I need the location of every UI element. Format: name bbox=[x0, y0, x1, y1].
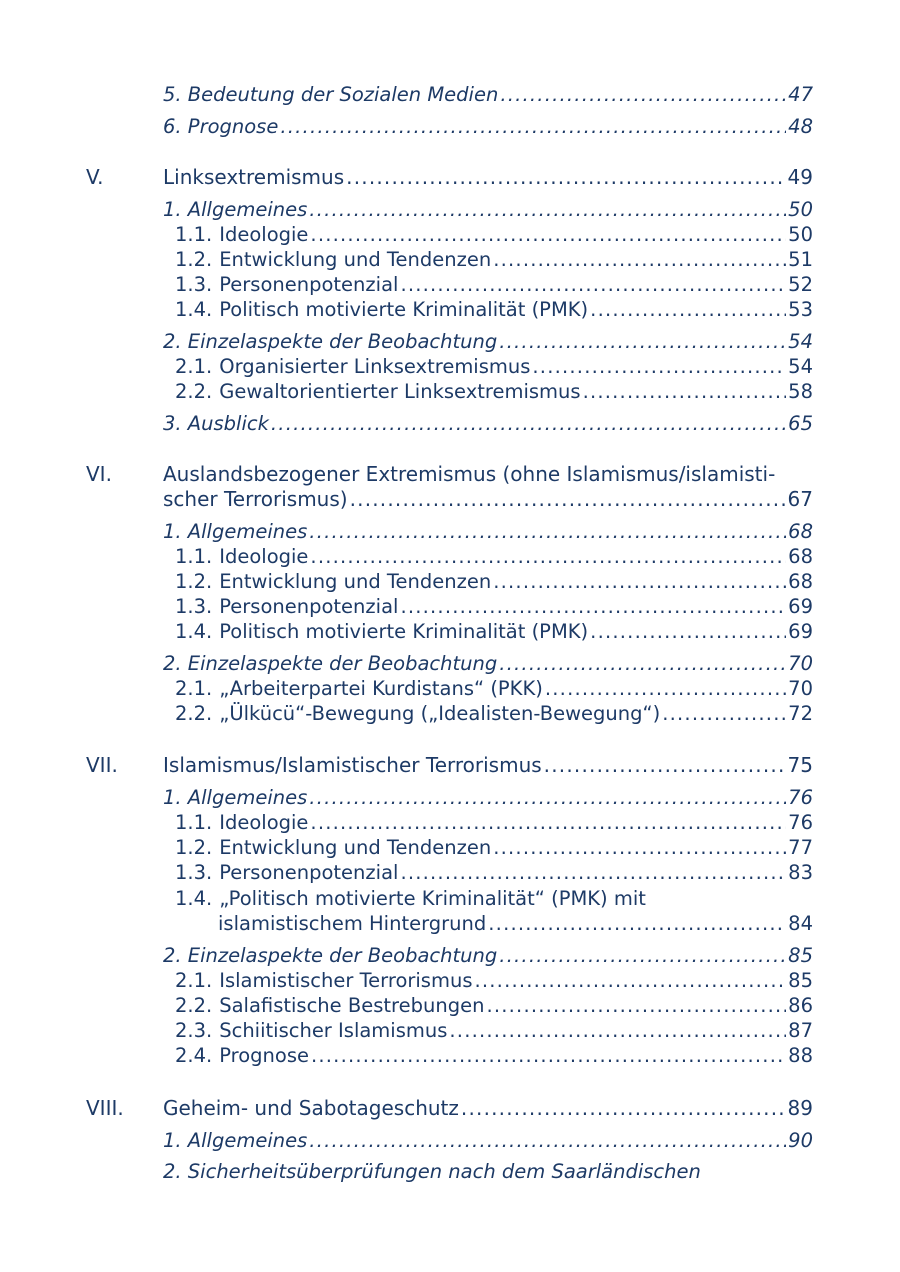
dot-leader bbox=[493, 835, 786, 860]
dot-leader bbox=[309, 785, 786, 810]
entry-page: 48 bbox=[788, 115, 813, 138]
entry-label: Politisch motivierte Kriminalität (PMK) bbox=[219, 620, 589, 643]
entry-label: 5. Bedeutung der Sozialen Medien bbox=[163, 83, 499, 106]
entry-label: Ideologie bbox=[219, 545, 309, 568]
dot-leader bbox=[486, 993, 786, 1018]
entry-label: 6. Prognose bbox=[163, 115, 279, 138]
entry-number: 1.1. bbox=[175, 223, 213, 246]
dot-leader bbox=[310, 810, 786, 835]
toc-entry[interactable] bbox=[163, 411, 813, 436]
toc-entry[interactable] bbox=[218, 911, 813, 936]
entry-page: 54 bbox=[788, 330, 813, 353]
entry-number: 1.3. bbox=[175, 861, 213, 884]
entry-page: 85 bbox=[788, 944, 813, 967]
dot-leader bbox=[309, 519, 786, 544]
entry-label: 1. Allgemeines bbox=[163, 1129, 308, 1152]
entry-label: 2. Einzelaspekte der Beobachtung bbox=[163, 944, 498, 967]
toc-entry[interactable] bbox=[163, 651, 813, 676]
toc-entry-first-line[interactable]: 2. Sicherheitsüberprüfungen nach dem Saarländischen bbox=[163, 1160, 701, 1183]
entry-label: „Arbeiterpartei Kurdistans“ (PKK) bbox=[219, 677, 543, 700]
entry-page: 50 bbox=[788, 223, 813, 246]
entry-label: 2. Einzelaspekte der Beobachtung bbox=[163, 330, 498, 353]
dot-leader bbox=[280, 114, 786, 139]
toc-entry[interactable] bbox=[163, 519, 813, 544]
entry-label: Organisierter Linksextremismus bbox=[219, 355, 531, 378]
entry-label: 2. Einzelaspekte der Beobachtung bbox=[163, 652, 498, 675]
chapter-title: Geheim- und Sabotageschutz bbox=[163, 1096, 459, 1120]
entry-label: islamistischem Hintergrund bbox=[218, 912, 487, 935]
toc-entry[interactable] bbox=[175, 968, 813, 993]
chapter-page: 89 bbox=[787, 1096, 813, 1120]
entry-label: Prognose bbox=[219, 1044, 309, 1067]
entry-number: 1.1. bbox=[175, 545, 213, 568]
toc-entry[interactable] bbox=[175, 835, 813, 860]
toc-entry[interactable] bbox=[175, 222, 813, 247]
entry-label: Gewaltorientierter Linksextremismus bbox=[219, 380, 581, 403]
toc-entry[interactable] bbox=[163, 943, 813, 968]
entry-page: 68 bbox=[788, 570, 813, 593]
chapter-numeral: VII. bbox=[86, 753, 118, 777]
entry-page: 83 bbox=[788, 861, 813, 884]
chapter-numeral: V. bbox=[86, 165, 104, 189]
entry-number: 2.3. bbox=[175, 1019, 213, 1042]
dot-leader bbox=[493, 569, 786, 594]
dot-leader bbox=[590, 297, 786, 322]
entry-page: 85 bbox=[788, 969, 813, 992]
entry-page: 47 bbox=[788, 83, 813, 106]
entry-label: Entwicklung und Tendenzen bbox=[219, 836, 492, 859]
dot-leader bbox=[309, 1128, 786, 1153]
dot-leader bbox=[583, 379, 787, 404]
dot-leader bbox=[499, 329, 786, 354]
chapter-heading[interactable] bbox=[163, 753, 813, 778]
dot-leader bbox=[544, 753, 786, 778]
toc-entry[interactable] bbox=[175, 1043, 813, 1068]
entry-number: 1.4. bbox=[175, 887, 213, 910]
chapter-title: scher Terrorismus) bbox=[163, 487, 348, 511]
dot-leader bbox=[474, 968, 786, 993]
entry-page: 68 bbox=[788, 545, 813, 568]
entry-page: 51 bbox=[788, 248, 813, 271]
dot-leader bbox=[400, 860, 786, 885]
entry-label: Entwicklung und Tendenzen bbox=[219, 248, 492, 271]
entry-number: 1.3. bbox=[175, 273, 213, 296]
toc-entry[interactable] bbox=[175, 544, 813, 569]
entry-label: 3. Ausblick bbox=[163, 412, 269, 435]
entry-page: 65 bbox=[788, 412, 813, 435]
dot-leader bbox=[461, 1096, 786, 1121]
entry-number: 1.2. bbox=[175, 248, 213, 271]
dot-leader bbox=[545, 676, 786, 701]
dot-leader bbox=[350, 487, 786, 512]
entry-label: Ideologie bbox=[219, 811, 309, 834]
chapter-numeral: VI. bbox=[86, 462, 112, 486]
toc-entry[interactable] bbox=[175, 1018, 813, 1043]
dot-leader bbox=[532, 354, 786, 379]
entry-label: 1. Allgemeines bbox=[163, 520, 308, 543]
entry-number: 1.3. bbox=[175, 595, 213, 618]
dot-leader bbox=[400, 272, 786, 297]
entry-page: 72 bbox=[788, 702, 813, 725]
chapter-title: Islamismus/Islamistischer Terrorismus bbox=[163, 753, 542, 777]
entry-number: 1.2. bbox=[175, 836, 213, 859]
entry-number: 2.2. bbox=[175, 380, 213, 403]
toc-entry[interactable] bbox=[163, 329, 813, 354]
entry-label: Politisch motivierte Kriminalität (PMK) bbox=[219, 298, 589, 321]
entry-page: 88 bbox=[788, 1044, 813, 1067]
entry-page: 70 bbox=[788, 652, 813, 675]
entry-label: „Ülkücü“-Bewegung („Idealisten-Bewegung“) bbox=[219, 702, 661, 725]
entry-page: 76 bbox=[788, 786, 813, 809]
dot-leader bbox=[449, 1018, 786, 1043]
entry-page: 84 bbox=[788, 912, 813, 935]
entry-page: 87 bbox=[788, 1019, 813, 1042]
chapter-heading[interactable] bbox=[163, 1096, 813, 1121]
toc-entry[interactable] bbox=[163, 197, 813, 222]
toc-entry[interactable] bbox=[163, 1128, 813, 1153]
entry-number: 2.4. bbox=[175, 1044, 213, 1067]
toc-entry[interactable] bbox=[175, 247, 813, 272]
toc-entry[interactable] bbox=[175, 676, 813, 701]
toc-entry[interactable] bbox=[163, 785, 813, 810]
entry-page: 53 bbox=[788, 298, 813, 321]
entry-label: Salafistische Bestrebungen bbox=[219, 994, 485, 1017]
entry-label: 1. Allgemeines bbox=[163, 786, 308, 809]
dot-leader bbox=[310, 222, 786, 247]
entry-page: 76 bbox=[788, 811, 813, 834]
entry-label: 1. Allgemeines bbox=[163, 198, 308, 221]
dot-leader bbox=[310, 544, 786, 569]
entry-page: 58 bbox=[788, 380, 813, 403]
chapter-title-line[interactable]: Auslandsbezogener Extremismus (ohne Islamismus/islamisti- bbox=[163, 462, 776, 486]
dot-leader bbox=[309, 197, 786, 222]
entry-number: 1.1. bbox=[175, 811, 213, 834]
entry-number: 2.1. bbox=[175, 969, 213, 992]
entry-page: 86 bbox=[788, 994, 813, 1017]
dot-leader bbox=[271, 411, 786, 436]
toc-entry[interactable] bbox=[175, 272, 813, 297]
entry-page: 52 bbox=[788, 273, 813, 296]
chapter-page: 75 bbox=[787, 753, 813, 777]
entry-number: 2.2. bbox=[175, 994, 213, 1017]
toc-entry[interactable] bbox=[175, 860, 813, 885]
toc-entry[interactable] bbox=[175, 297, 813, 322]
entry-number: 1.2. bbox=[175, 570, 213, 593]
chapter-page: 67 bbox=[787, 487, 813, 511]
toc-entry[interactable] bbox=[163, 82, 813, 107]
entry-page: 77 bbox=[788, 836, 813, 859]
toc-entry[interactable] bbox=[175, 569, 813, 594]
chapter-heading[interactable] bbox=[163, 165, 813, 190]
entry-page: 69 bbox=[788, 595, 813, 618]
toc-entry[interactable] bbox=[175, 379, 813, 404]
entry-label: Personenpotenzial bbox=[219, 861, 399, 884]
dot-leader bbox=[499, 943, 786, 968]
dot-leader bbox=[346, 165, 785, 190]
entry-page: 70 bbox=[788, 677, 813, 700]
entry-page: 54 bbox=[788, 355, 813, 378]
entry-label: Personenpotenzial bbox=[219, 595, 399, 618]
entry-label: „Politisch motivierte Kriminalität“ (PMK) mit bbox=[219, 887, 646, 910]
dot-leader bbox=[662, 701, 786, 726]
chapter-heading[interactable] bbox=[163, 487, 813, 512]
dot-leader bbox=[499, 651, 786, 676]
chapter-numeral: VIII. bbox=[86, 1096, 124, 1120]
entry-label: Entwicklung und Tendenzen bbox=[219, 570, 492, 593]
entry-page: 68 bbox=[788, 520, 813, 543]
entry-label: Islamistischer Terrorismus bbox=[219, 969, 473, 992]
entry-label: Schiitischer Islamismus bbox=[219, 1019, 448, 1042]
entry-label: Personenpotenzial bbox=[219, 273, 399, 296]
dot-leader bbox=[500, 82, 786, 107]
toc-entry[interactable] bbox=[175, 619, 813, 644]
dot-leader bbox=[493, 247, 786, 272]
dot-leader bbox=[488, 911, 786, 936]
toc-entry[interactable] bbox=[163, 114, 813, 139]
toc-entry-first-line[interactable] bbox=[175, 886, 646, 911]
entry-label: Ideologie bbox=[219, 223, 309, 246]
toc-entry[interactable] bbox=[175, 810, 813, 835]
chapter-page: 49 bbox=[787, 165, 813, 189]
entry-number: 1.4. bbox=[175, 620, 213, 643]
entry-number: 1.4. bbox=[175, 298, 213, 321]
chapter-title: Linksextremismus bbox=[163, 165, 345, 189]
dot-leader bbox=[311, 1043, 786, 1068]
toc-entry[interactable] bbox=[175, 993, 813, 1018]
dot-leader bbox=[590, 619, 786, 644]
dot-leader bbox=[400, 594, 786, 619]
entry-page: 69 bbox=[788, 620, 813, 643]
entry-page: 50 bbox=[788, 198, 813, 221]
entry-number: 2.1. bbox=[175, 355, 213, 378]
toc-entry[interactable] bbox=[175, 594, 813, 619]
entry-number: 2.2. bbox=[175, 702, 213, 725]
entry-number: 2.1. bbox=[175, 677, 213, 700]
toc-entry[interactable] bbox=[175, 701, 813, 726]
toc-entry[interactable] bbox=[175, 354, 813, 379]
entry-page: 90 bbox=[788, 1129, 813, 1152]
